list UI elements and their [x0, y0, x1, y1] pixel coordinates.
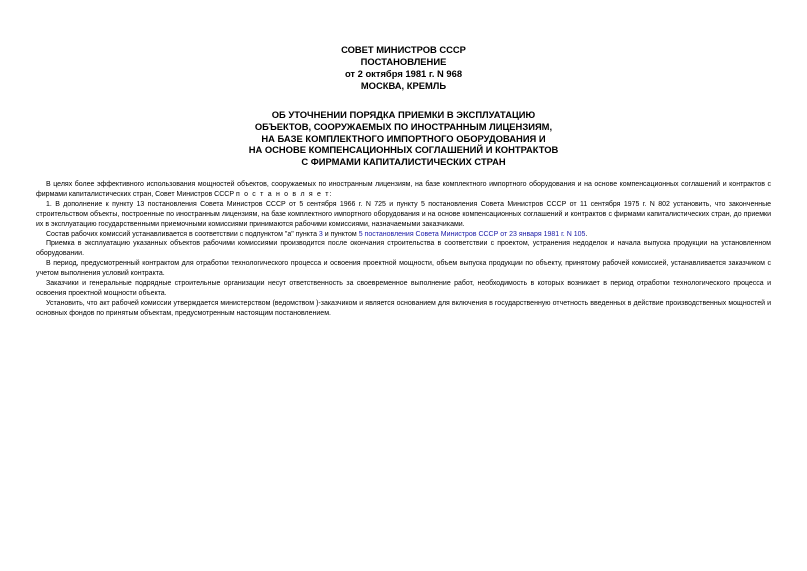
- paragraph-text: Состав рабочих комиссий устанавливается в соответствии с подпунктом "а" пункта: [46, 230, 319, 238]
- document-place: МОСКВА, КРЕМЛЬ: [360, 80, 447, 91]
- paragraph-acceptance: Приемка в эксплуатацию указанных объектов рабочими комиссиями производится после окончания строительства в соответствии с проектом, устранения недоделок и начала выпуска продукции на установленном оборудовании.: [36, 240, 771, 258]
- paragraph-preamble: [36, 180, 771, 200]
- title-line: НА ОСНОВЕ КОМПЕНСАЦИОННЫХ СОГЛАШЕНИЙ И КОНТРАКТОВ: [248, 144, 559, 156]
- link-clause-3[interactable]: 3: [318, 230, 323, 238]
- document-body: [36, 180, 771, 319]
- paragraph-act-approval: Установить, что акт рабочей комиссии утверждается министерством (ведомством )-заказчиком и является основанием для включения в государственную отчетность введенных в действие производственных мощностей и основных фондов по принятым объектам, предусмотренным настоящим постановлением.: [36, 299, 771, 317]
- paragraph-commission-composition: [36, 230, 771, 240]
- title-line: С ФИРМАМИ КАПИТАЛИСТИЧЕСКИХ СТРАН: [301, 156, 506, 168]
- document-type: ПОСТАНОВЛЕНИЕ: [360, 56, 447, 67]
- title-line: ОБ УТОЧНЕНИИ ПОРЯДКА ПРИЕМКИ В ЭКСПЛУАТАЦИЮ: [271, 109, 536, 120]
- paragraph-output-volume: В период, предусмотренный контрактом для отработки технологического процесса и освоения проектной мощности, объем выпуска продукции по объекту, принятому рабочей комиссией, устанавливается заказчиком с учетом выполнения условий контракта.: [36, 260, 771, 278]
- link-decree-105[interactable]: постановления Совета Министров СССР от 23 января 1981 г. N 105: [364, 230, 586, 238]
- document-header: [36, 44, 771, 92]
- paragraph-text: и пунктом: [322, 230, 359, 238]
- document-title: [36, 109, 771, 168]
- link-clause-5[interactable]: 5: [358, 230, 363, 238]
- decree-word: п о с т а н о в л я е т:: [235, 190, 333, 198]
- paragraph-text: .: [585, 230, 588, 238]
- title-line: ОБЪЕКТОВ, СООРУЖАЕМЫХ ПО ИНОСТРАННЫМ ЛИЦЕНЗИЯМ,: [254, 120, 553, 132]
- issuer-name: СОВЕТ МИНИСТРОВ СССР: [341, 44, 466, 55]
- title-line: НА БАЗЕ КОМПЛЕКТНОГО ИМПОРТНОГО ОБОРУДОВАНИЯ И: [261, 132, 546, 144]
- paragraph-responsibility: Заказчики и генеральные подрядные строительные организации несут ответственность за своевременное выполнение работ, необходимость в которых возникает в период отработки технологического процесса и освоения проектной мощности объекта.: [36, 280, 771, 297]
- paragraph-text: В целях более эффективного использования мощностей объектов, сооружаемых по иностранным лицензиям, на базе комплектного импортного оборудования и на основе компенсационных соглашений и контрактов с фирмами капиталистических стран, Совет Министров СССР: [36, 180, 771, 198]
- document-date-number: от 2 октября 1981 г. N 968: [344, 68, 463, 79]
- paragraph-item-1: 1. В дополнение к пункту 13 постановления Совета Министров СССР от 5 сентября 1966 г. N 725 и пункту 5 постановления Совета Министров СССР от 11 сентября 1975 г. N 802 установить, что законченные строительством объекты, построенные по иностранным лицензиям, на базе комплектного импортного оборудования и на основе компенсационных соглашений и контрактов с фирмами капиталистических стран, до приемки их в эксплуатацию государственными приемочными комиссиями принимаются рабочими комиссиями, назначаемыми заказчиками.: [36, 200, 771, 228]
